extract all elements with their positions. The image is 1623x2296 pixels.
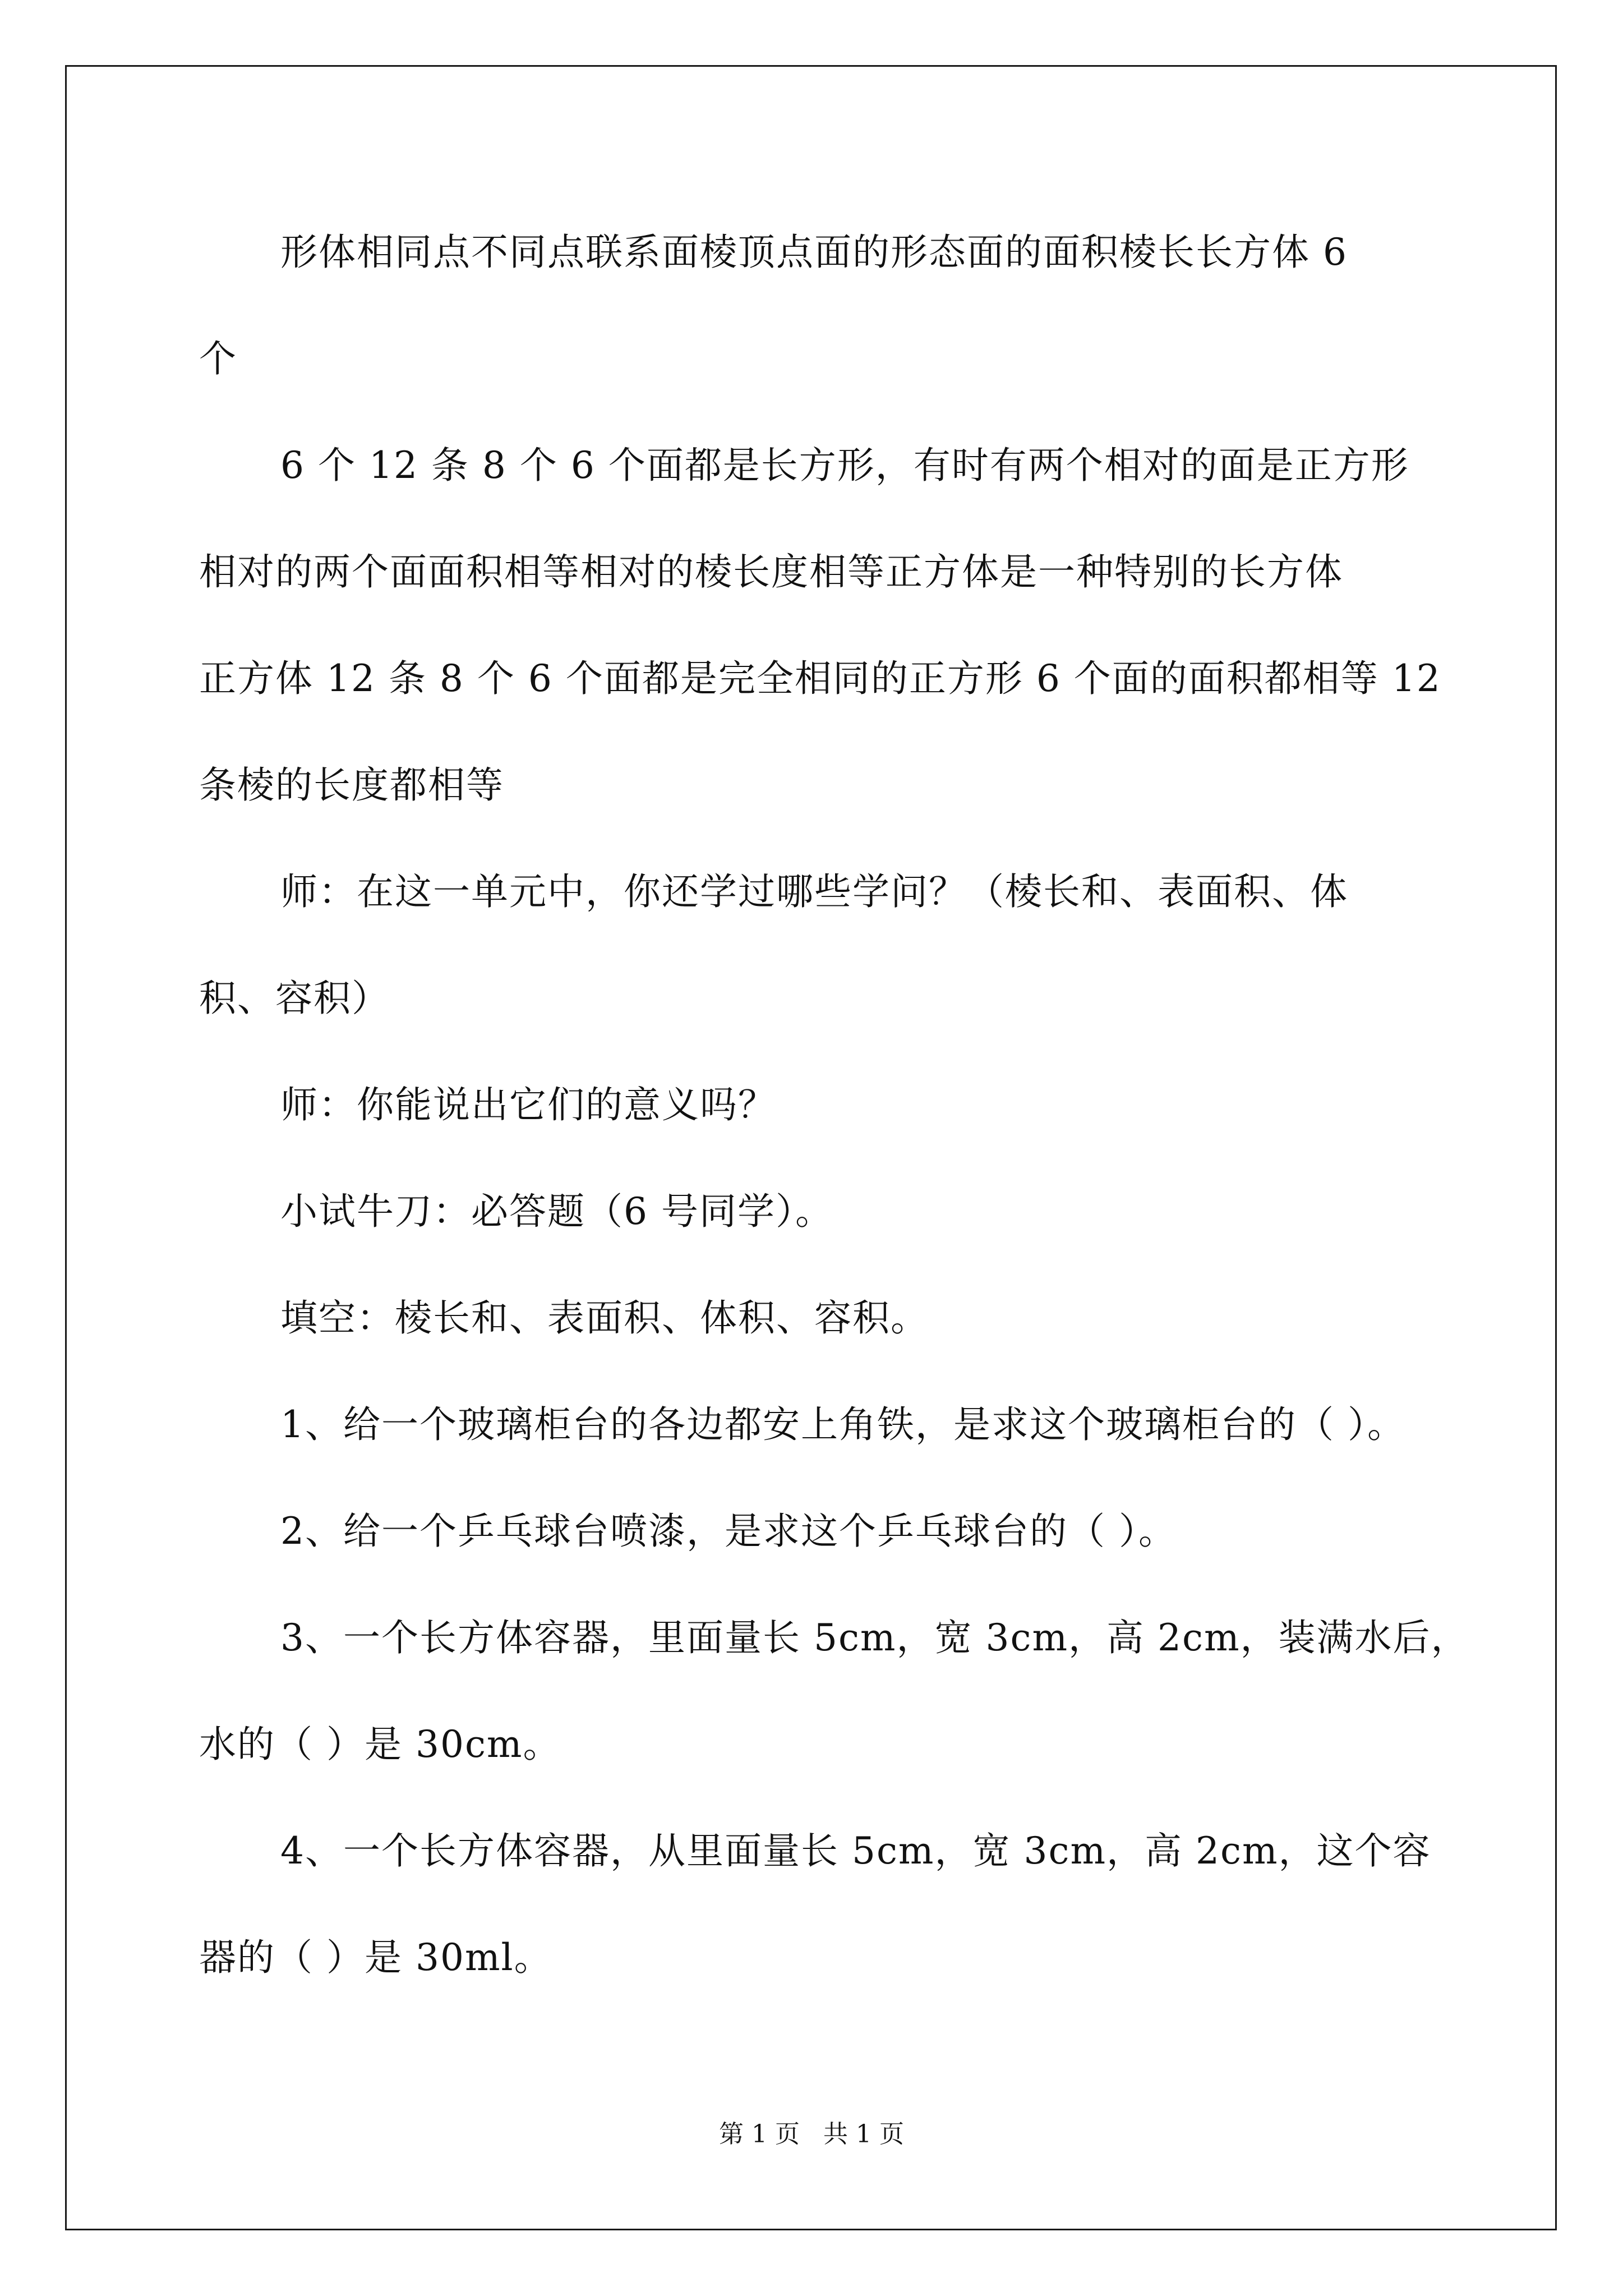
page-footer [0, 2118, 1623, 2151]
text-line: 1、给一个玻璃柜台的各边都安上角铁，是求这个玻璃柜台的（ ）。 [280, 1403, 1405, 1446]
page-total: 共 1 页 [823, 2120, 904, 2148]
text-line: 形体相同点不同点联系面棱顶点面的形态面的面积棱长长方体 6 [280, 231, 1348, 274]
text-line: 相对的两个面面积相等相对的棱长度相等正方体是一种特别的长方体 [199, 550, 1343, 593]
text-line: 3、一个长方体容器，里面量长 5cm，宽 3cm，高 2cm，装满水后， [280, 1616, 1469, 1659]
text-line: 师：你能说出它们的意义吗？ [280, 1083, 776, 1126]
text-line: 师：在这一单元中，你还学过哪些学问？（棱长和、表面积、体 [280, 870, 1348, 913]
text-line: 小试牛刀：必答题（6 号同学）。 [280, 1190, 833, 1233]
text-line: 6 个 12 条 8 个 6 个面都是长方形，有时有两个相对的面是正方形 [280, 444, 1409, 487]
text-line: 条棱的长度都相等 [199, 763, 504, 807]
page-border [65, 65, 1557, 2230]
text-line: 正方体 12 条 8 个 6 个面都是完全相同的正方形 6 个面的面积都相等 12 [199, 657, 1441, 700]
text-line: 个 [199, 337, 237, 380]
text-line: 器的（ ）是 30ml。 [199, 1936, 552, 1979]
text-line: 积、容积） [199, 977, 390, 1020]
text-line: 4、一个长方体容器，从里面量长 5cm，宽 3cm，高 2cm，这个容 [280, 1829, 1431, 1872]
text-line: 水的（ ）是 30cm。 [199, 1723, 561, 1766]
page-number: 第 1 页 [719, 2120, 800, 2148]
text-line: 填空：棱长和、表面积、体积、容积。 [280, 1296, 929, 1340]
text-line: 2、给一个乒乓球台喷漆，是求这个乒乓球台的（ ）。 [280, 1510, 1177, 1553]
